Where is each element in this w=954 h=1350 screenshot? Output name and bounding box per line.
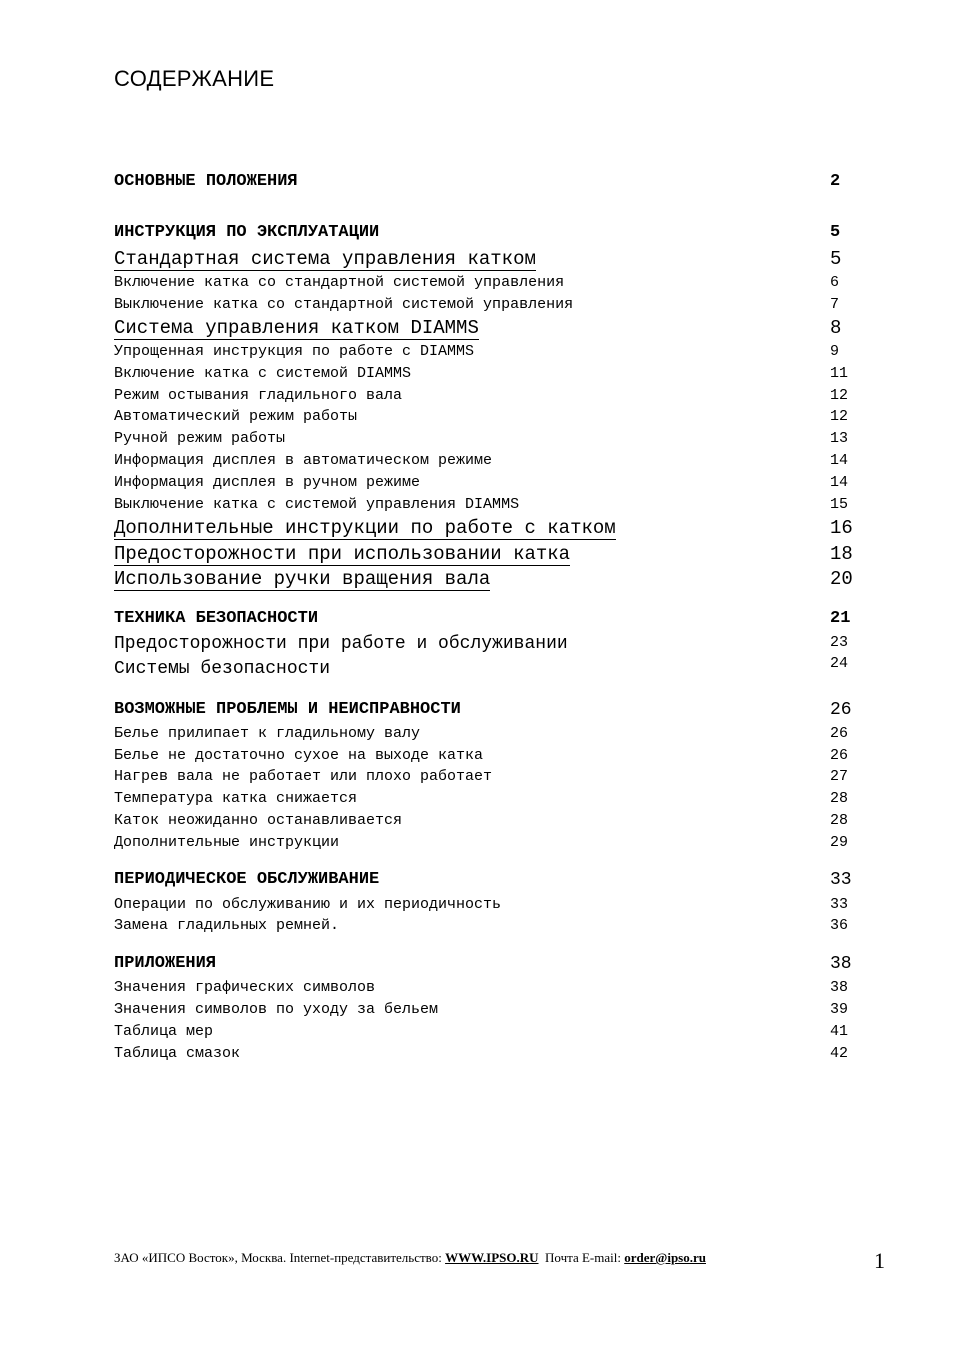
footer-mail-label: Почта E-mail: — [545, 1250, 625, 1265]
toc-entry-title: Информация дисплея в ручном режиме — [114, 474, 421, 491]
toc-page-number: 8 — [830, 317, 842, 339]
toc-entry-title: Белье прилипает к гладильному валу — [114, 725, 421, 742]
toc-entry-title: Операции по обслуживанию и их периодичность — [114, 896, 502, 913]
toc-page-number: 5 — [830, 223, 841, 242]
toc-entry-title: ОСНОВНЫЕ ПОЛОЖЕНИЯ — [114, 172, 298, 191]
toc-entry-title: Таблица смазок — [114, 1045, 241, 1062]
toc-entry-title: Таблица мер — [114, 1023, 214, 1040]
toc-entry-title: Предосторожности при использовании катка — [114, 543, 571, 565]
toc-page-number: 18 — [830, 543, 853, 565]
toc-page-number: 13 — [830, 430, 849, 447]
toc-page-number: 14 — [830, 452, 849, 469]
toc-entry-title: Значения графических символов — [114, 979, 376, 996]
toc-page-number: 42 — [830, 1045, 849, 1062]
toc-entry-title: Система управления катком DIAMMS — [114, 317, 479, 339]
toc-page-number: 5 — [830, 248, 842, 270]
toc-page-number: 28 — [830, 790, 849, 807]
toc-page-number: 38 — [830, 979, 849, 996]
toc-page-number: 15 — [830, 496, 849, 513]
toc-entry-title: Включение катка со стандартной системой управления — [114, 274, 565, 291]
toc-entry-title: Выключение катка со стандартной системой управления — [114, 296, 574, 313]
toc-page-number: 33 — [830, 896, 849, 913]
toc-entry-title: Информация дисплея в автоматическом режиме — [114, 452, 493, 469]
toc-page-number: 29 — [830, 834, 849, 851]
toc-page-number: 11 — [830, 365, 849, 382]
page-title: СОДЕРЖАНИЕ — [114, 66, 275, 91]
toc-entry-title: Нагрев вала не работает или плохо работает — [114, 768, 493, 785]
toc-entry-title: Белье не достаточно сухое на выходе катка — [114, 747, 484, 764]
toc-entry-title: Стандартная система управления катком — [114, 248, 536, 270]
toc-page-number: 33 — [830, 870, 852, 890]
toc-entry-title: Режим остывания гладильного вала — [114, 387, 403, 404]
toc-page-number: 2 — [830, 172, 841, 191]
page-footer — [114, 1250, 706, 1266]
email-link[interactable]: order@ipso.ru — [624, 1250, 706, 1265]
website-link[interactable]: WWW.IPSO.RU — [445, 1250, 539, 1265]
toc-page-number: 26 — [830, 747, 849, 764]
toc-page-number: 24 — [830, 655, 849, 672]
toc-page-number: 16 — [830, 517, 853, 539]
toc-page-number: 23 — [830, 634, 849, 651]
toc-entry-title: Предосторожности при работе и обслуживании — [114, 634, 568, 654]
toc-entry-title: Замена гладильных ремней. — [114, 917, 340, 934]
toc-entry-title: ИНСТРУКЦИЯ ПО ЭКСПЛУАТАЦИИ — [114, 223, 380, 242]
toc-page-number: 36 — [830, 917, 849, 934]
footer-company-text: ЗАО «ИПСО Восток», Москва. Internet-представительство: — [114, 1250, 446, 1265]
toc-page-number: 26 — [830, 700, 852, 720]
toc-page-number: 27 — [830, 768, 849, 785]
toc-page-number: 6 — [830, 274, 840, 291]
toc-page-number: 26 — [830, 725, 849, 742]
toc-page-number: 20 — [830, 568, 853, 590]
toc-entry-title: Использование ручки вращения вала — [114, 568, 491, 590]
toc-page-number: 7 — [830, 296, 840, 313]
toc-entry-title: Автоматический режим работы — [114, 408, 358, 425]
toc-page-number: 12 — [830, 387, 849, 404]
toc-page-number: 28 — [830, 812, 849, 829]
toc-entry-title: Ручной режим работы — [114, 430, 286, 447]
toc-page-number: 41 — [830, 1023, 849, 1040]
toc-page-number: 38 — [830, 954, 852, 974]
toc-entry-title: Выключение катка с системой управления DIAMMS — [114, 496, 520, 513]
toc-entry-title: Упрощенная инструкция по работе с DIAMMS — [114, 343, 475, 360]
toc-page-number: 9 — [830, 343, 840, 360]
toc-page-number: 14 — [830, 474, 849, 491]
toc-entry-title: Системы безопасности — [114, 659, 331, 679]
toc-entry-title: ВОЗМОЖНЫЕ ПРОБЛЕМЫ И НЕИСПРАВНОСТИ — [114, 700, 461, 719]
page-number: 1 — [874, 1248, 885, 1273]
toc-entry-title: ТЕХНИКА БЕЗОПАСНОСТИ — [114, 609, 319, 628]
toc-entry-title: Включение катка с системой DIAMMS — [114, 365, 412, 382]
toc-entry-title: Температура катка снижается — [114, 790, 358, 807]
toc-page-number: 12 — [830, 408, 849, 425]
toc-entry-title: ПЕРИОДИЧЕСКОЕ ОБСЛУЖИВАНИЕ — [114, 870, 380, 889]
toc-entry-title: Дополнительные инструкции — [114, 834, 340, 851]
toc-page-number: 39 — [830, 1001, 849, 1018]
toc-entry-title: Дополнительные инструкции по работе с катком — [114, 517, 616, 539]
toc-entry-title: Каток неожиданно останавливается — [114, 812, 403, 829]
toc-entry-title: Значения символов по уходу за бельем — [114, 1001, 439, 1018]
toc-entry-title: ПРИЛОЖЕНИЯ — [114, 954, 217, 973]
toc-page-number: 21 — [830, 609, 851, 628]
